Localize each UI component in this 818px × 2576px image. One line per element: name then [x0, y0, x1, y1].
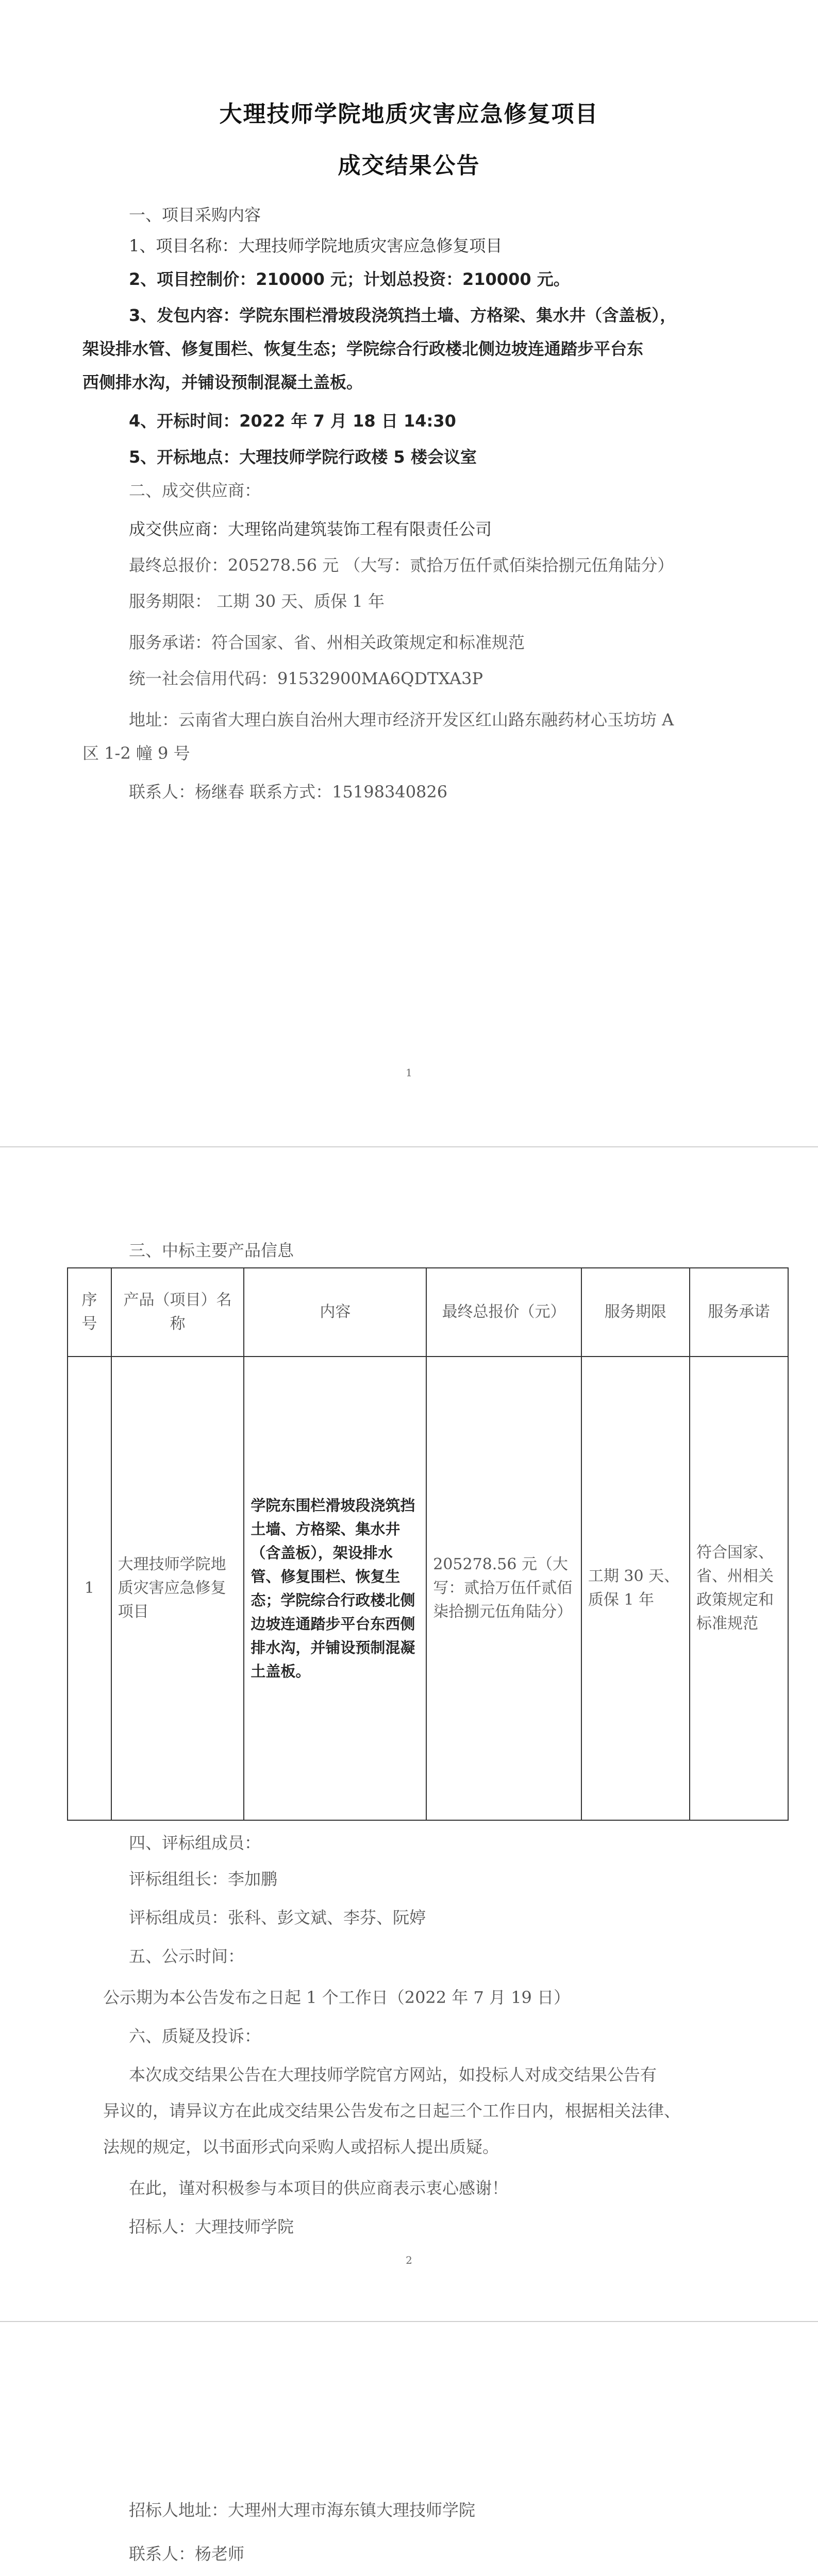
tenderer-line: 招标人：大理技师学院 — [129, 2217, 294, 2236]
contact-line: 联系人：杨继春 联系方式：15198340826 — [129, 782, 448, 802]
header-price: 最终总报价（元） — [426, 1268, 581, 1357]
contract-content-line-1: 3、发包内容：学院东围栏滑坡段浇筑挡土墙、方格梁、集水井（含盖板）， — [129, 306, 677, 325]
publicity-period-line: 公示期为本公告发布之日起 1 个工作日（2022 年 7 月 19 日） — [103, 1988, 571, 2007]
cell-content: 学院东围栏滑坡段浇筑挡土墙、方格梁、集水井（含盖板），架设排水管、修复围栏、恢复生态；学院综合行政楼北侧边坡连通踏步平台东西侧排水沟，并铺设预制混凝土盖板。 — [244, 1357, 426, 1820]
bid-opening-place-line: 5、开标地点：大理技师学院行政楼 5 楼会议室 — [129, 447, 477, 467]
award-table-header-row — [68, 1268, 788, 1357]
complaint-line-2: 异议的，请异议方在此成交结果公告发布之日起三个工作日内，根据相关法律、 — [103, 2101, 681, 2121]
complaint-line-3: 法规的规定，以书面形式向采购人或招标人提出质疑。 — [103, 2137, 499, 2157]
page-break-1 — [0, 1146, 818, 1147]
page-number-2: 2 — [406, 2254, 412, 2266]
cell-name: 大理技师学院地质灾害应急修复项目 — [111, 1357, 244, 1820]
page-1 — [0, 0, 818, 1133]
cell-period: 工期 30 天、质保 1 年 — [581, 1357, 690, 1820]
cell-price: 205278.56 元（大写：贰拾万伍仟贰佰柒拾捌元伍角陆分） — [426, 1357, 581, 1820]
address-line-2: 区 1-2 幢 9 号 — [82, 743, 190, 763]
final-price-line: 最终总报价：205278.56 元 （大写：贰拾万伍仟贰佰柒拾捌元伍角陆分） — [129, 555, 674, 575]
control-price-line: 2、项目控制价：210000 元；计划总投资：210000 元。 — [129, 269, 570, 289]
contact-person-line: 联系人：杨老师 — [129, 2544, 245, 2564]
thanks-line: 在此，谨对积极参与本项目的供应商表示衷心感谢！ — [129, 2178, 509, 2198]
section-3-heading: 三、中标主要产品信息 — [129, 1241, 294, 1260]
header-period: 服务期限 — [581, 1268, 690, 1357]
tenderer-address-line: 招标人地址：大理州大理市海东镇大理技师学院 — [129, 2500, 476, 2520]
header-promise: 服务承诺 — [690, 1268, 788, 1357]
service-period-line: 服务期限： 工期 30 天、质保 1 年 — [129, 591, 385, 611]
complaint-line-1: 本次成交结果公告在大理技师学院官方网站，如投标人对成交结果公告有 — [129, 2065, 657, 2084]
section-6-heading: 六、质疑及投诉： — [129, 2026, 261, 2046]
contract-content-line-3: 西侧排水沟，并铺设预制混凝土盖板。 — [82, 372, 363, 392]
address-line-1: 地址：云南省大理白族自治州大理市经济开发区红山路东融药材心玉坊坊 A — [129, 710, 674, 730]
project-name-line: 1、项目名称：大理技师学院地质灾害应急修复项目 — [129, 236, 503, 256]
section-1-heading: 一、项目采购内容 — [129, 205, 261, 225]
section-2-heading: 二、成交供应商： — [129, 481, 261, 500]
page-break-2 — [0, 2321, 818, 2322]
cell-no: 1 — [68, 1357, 111, 1820]
table-row — [68, 1357, 788, 1820]
document-title: 大理技师学院地质灾害应急修复项目 — [219, 101, 599, 127]
bid-opening-time-line: 4、开标时间：2022 年 7 月 18 日 14:30 — [129, 411, 456, 431]
page-number-1: 1 — [406, 1066, 412, 1079]
document-subtitle: 成交结果公告 — [338, 152, 480, 179]
evaluation-leader-line: 评标组组长：李加鹏 — [129, 1869, 278, 1889]
cell-promise: 符合国家、省、州相关政策规定和标准规范 — [690, 1357, 788, 1820]
service-promise-line: 服务承诺：符合国家、省、州相关政策规定和标准规范 — [129, 633, 525, 652]
header-no: 序号 — [68, 1268, 111, 1357]
supplier-line: 成交供应商：大理铭尚建筑装饰工程有限责任公司 — [129, 519, 492, 539]
section-5-heading: 五、公示时间： — [129, 1946, 245, 1966]
contract-content-line-2: 架设排水管、修复围栏、恢复生态；学院综合行政楼北侧边坡连通踏步平台东 — [82, 339, 644, 359]
credit-code-line: 统一社会信用代码：91532900MA6QDTXA3P — [129, 669, 483, 688]
section-4-heading: 四、评标组成员： — [129, 1833, 261, 1853]
header-content: 内容 — [244, 1268, 426, 1357]
evaluation-members-line: 评标组成员：张科、彭文斌、李芬、阮婷 — [129, 1908, 426, 1927]
award-table — [67, 1267, 789, 1821]
header-name: 产品（项目）名称 — [111, 1268, 244, 1357]
